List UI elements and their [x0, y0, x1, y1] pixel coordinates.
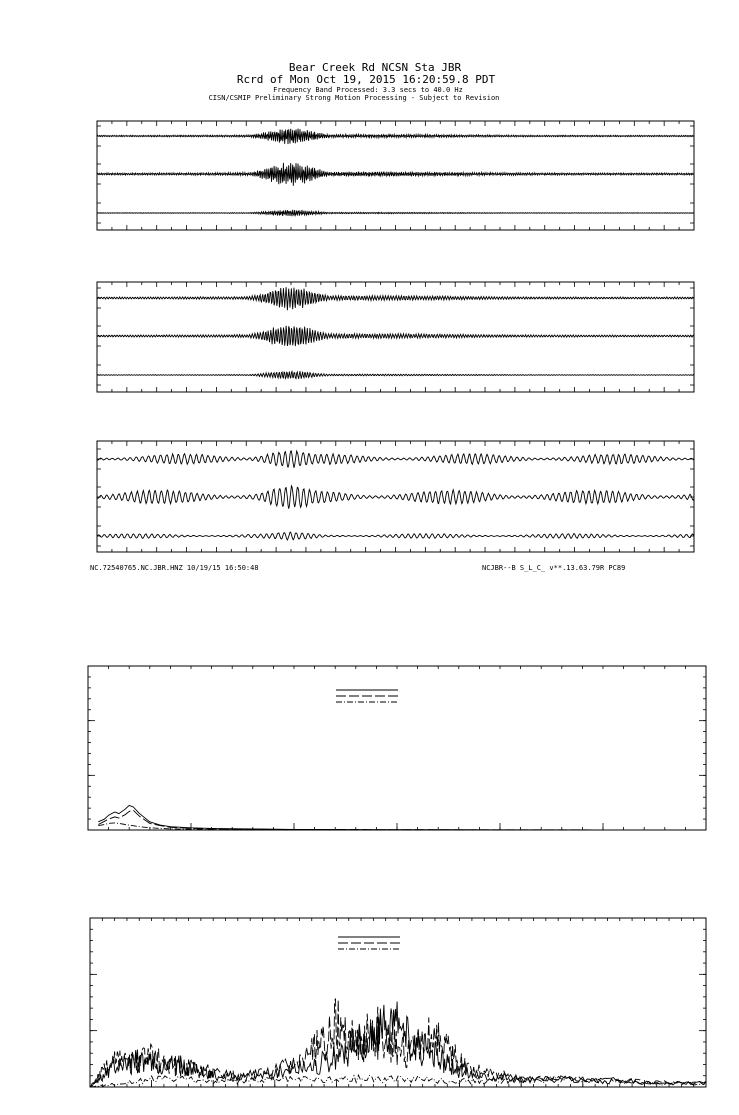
series-chn3 — [98, 823, 706, 830]
header-disclaimer: CISN/CSMIP Preliminary Strong Motion Processing - Subject to Revision — [208, 94, 500, 102]
header-band: Frequency Band Processed: 3.3 secs to 40.0 Hz — [273, 86, 463, 94]
displacement-panel — [97, 441, 694, 552]
header-station: Bear Creek Rd NCSN Sta JBR — [288, 61, 462, 74]
trace-chn1 — [97, 486, 694, 509]
acceleration-panel — [97, 121, 694, 230]
trace-chn3 — [97, 532, 694, 540]
series-chn2 — [98, 805, 706, 830]
spectral-acceleration-chart — [88, 666, 706, 830]
velocity-panel — [97, 282, 694, 392]
footer-processing-code: NCJBR--B S_L_C_ v**.13.63.79R PC89 — [482, 564, 626, 572]
trace-chn3 — [97, 210, 694, 216]
plot-frame — [88, 666, 706, 830]
footer-record-id: NC.72540765.NC.JBR.HNZ 10/19/15 16:50:48 — [90, 564, 259, 572]
trace-chn1 — [97, 163, 694, 186]
trace-chn1 — [97, 326, 694, 346]
trace-chn2 — [97, 451, 694, 468]
header-record: Rcrd of Mon Oct 19, 2015 16:20:59.8 PDT — [236, 73, 496, 86]
series-chn2 — [90, 1002, 706, 1088]
trace-chn3 — [97, 371, 694, 379]
trace-chn2 — [97, 287, 694, 310]
series-chn1 — [98, 810, 706, 830]
trace-chn2 — [97, 129, 694, 145]
fourier-spectrum-chart — [90, 918, 706, 1087]
